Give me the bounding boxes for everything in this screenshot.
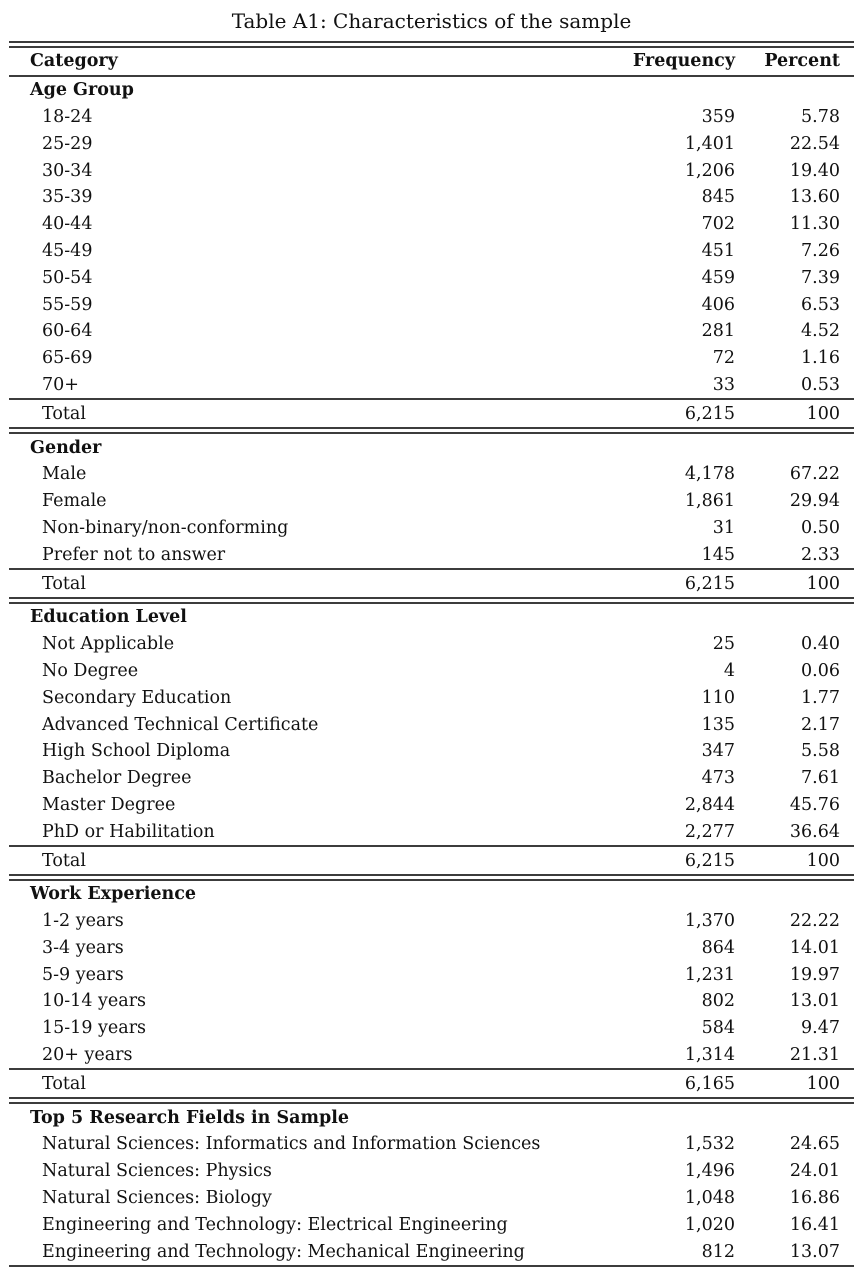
frequency-cell: 281 — [701, 321, 735, 342]
table-row — [9, 461, 854, 488]
category-cell: 3-4 years — [42, 937, 124, 958]
section-header-row — [9, 77, 854, 104]
table-caption: Table A1: Characteristics of the sample — [231, 9, 632, 33]
table-row — [9, 1211, 854, 1238]
frequency-cell: 6,215 — [684, 573, 735, 594]
section-header-row — [9, 604, 854, 631]
category-cell: 20+ years — [42, 1045, 133, 1066]
table-row — [9, 935, 854, 962]
table-row — [9, 631, 854, 658]
frequency-cell: 145 — [701, 544, 735, 565]
category-cell: 45-49 — [42, 240, 93, 261]
frequency-cell: 31 — [712, 517, 735, 538]
percent-cell: 29.94 — [789, 491, 840, 512]
category-cell: Master Degree — [42, 794, 176, 815]
table-row — [9, 818, 854, 845]
category-cell: Total — [42, 1073, 86, 1094]
frequency-cell: 702 — [701, 214, 735, 235]
frequency-cell: 1,861 — [684, 491, 735, 512]
category-cell: 65-69 — [42, 348, 93, 369]
category-cell: Total — [42, 850, 86, 871]
frequency-cell: 4,178 — [684, 464, 735, 485]
frequency-cell: 864 — [701, 937, 735, 958]
percent-cell: 13.01 — [789, 991, 840, 1012]
category-cell: Total — [42, 573, 86, 594]
percent-cell: 5.58 — [801, 741, 840, 762]
category-cell: 50-54 — [42, 267, 93, 288]
frequency-cell: 25 — [712, 634, 735, 655]
category-cell: 35-39 — [42, 187, 93, 208]
percent-cell: 24.01 — [789, 1161, 840, 1182]
table-header-row — [9, 48, 854, 75]
percent-cell: 9.47 — [801, 1018, 840, 1039]
category-cell: PhD or Habilitation — [42, 821, 215, 842]
frequency-cell: 347 — [701, 741, 735, 762]
frequency-cell: 1,231 — [684, 964, 735, 985]
category-cell: Age Group — [30, 80, 134, 101]
category-cell: Not Applicable — [42, 634, 175, 655]
percent-cell: 0.06 — [801, 660, 840, 681]
percent-cell: 6.53 — [801, 294, 840, 315]
frequency-cell: 845 — [701, 187, 735, 208]
frequency-cell: 6,215 — [684, 850, 735, 871]
percent-cell: 2.33 — [801, 544, 840, 565]
table-row — [9, 184, 854, 211]
table-row — [9, 264, 854, 291]
section-header-row — [9, 1104, 854, 1131]
frequency-cell: 1,048 — [684, 1188, 735, 1209]
table-row — [9, 908, 854, 935]
total-row — [9, 1070, 854, 1097]
category-cell: Prefer not to answer — [42, 544, 226, 565]
category-cell: Total — [42, 403, 86, 424]
total-row — [9, 400, 854, 427]
table-row — [9, 211, 854, 238]
percent-cell: 100 — [806, 850, 840, 871]
category-cell: 10-14 years — [42, 991, 147, 1012]
top-double-rule — [9, 41, 854, 48]
frequency-cell: 451 — [701, 240, 735, 261]
frequency-cell: 6,165 — [684, 1073, 735, 1094]
category-cell: Bachelor Degree — [42, 768, 192, 789]
frequency-cell: 135 — [701, 714, 735, 735]
section-header-row — [9, 434, 854, 461]
category-cell: Secondary Education — [42, 687, 232, 708]
percent-cell: 22.54 — [789, 133, 840, 154]
table-row — [9, 658, 854, 685]
category-cell: 5-9 years — [42, 964, 124, 985]
percent-cell: 16.41 — [789, 1214, 840, 1235]
category-cell: 40-44 — [42, 214, 93, 235]
frequency-cell: 812 — [701, 1241, 735, 1262]
frequency-cell: 359 — [701, 106, 735, 127]
frequency-cell: 2,277 — [684, 821, 735, 842]
category-cell: 25-29 — [42, 133, 93, 154]
percent-cell: 2.17 — [801, 714, 840, 735]
percent-cell: 19.97 — [789, 964, 840, 985]
table-row — [9, 488, 854, 515]
frequency-cell: 1,314 — [684, 1045, 735, 1066]
percent-cell: 7.26 — [801, 240, 840, 261]
category-cell: Non-binary/non-conforming — [42, 517, 289, 538]
frequency-cell: 802 — [701, 991, 735, 1012]
category-cell: 15-19 years — [42, 1018, 147, 1039]
section-separator-rule — [9, 1097, 854, 1104]
table-row — [9, 318, 854, 345]
header-category: Category — [30, 51, 118, 72]
percent-cell: 14.01 — [789, 937, 840, 958]
section-separator-rule — [9, 874, 854, 881]
table-row — [9, 961, 854, 988]
frequency-cell: 4 — [723, 660, 735, 681]
frequency-cell: 6,215 — [684, 403, 735, 424]
header-percent: Percent — [764, 51, 840, 72]
table-row — [9, 738, 854, 765]
category-cell: Natural Sciences: Physics — [42, 1161, 272, 1182]
table-body — [9, 77, 854, 1269]
category-cell: Female — [42, 491, 107, 512]
category-cell: Engineering and Technology: Mechanical Engineering — [42, 1241, 525, 1262]
percent-cell: 0.50 — [801, 517, 840, 538]
table-row — [9, 1158, 854, 1185]
table-row — [9, 291, 854, 318]
category-cell: 55-59 — [42, 294, 93, 315]
table-row — [9, 372, 854, 399]
category-cell: No Degree — [42, 660, 139, 681]
percent-cell: 11.30 — [789, 214, 840, 235]
percent-cell: 100 — [806, 573, 840, 594]
table-row — [9, 345, 854, 372]
frequency-cell: 406 — [701, 294, 735, 315]
table-row — [9, 765, 854, 792]
frequency-cell: 33 — [712, 374, 735, 395]
category-cell: Natural Sciences: Informatics and Information Sciences — [42, 1134, 541, 1155]
percent-cell: 16.86 — [789, 1188, 840, 1209]
total-row — [9, 847, 854, 874]
category-cell: 1-2 years — [42, 911, 124, 932]
section-header-row — [9, 881, 854, 908]
table-row — [9, 1042, 854, 1069]
table-row — [9, 238, 854, 265]
section-separator-rule — [9, 427, 854, 434]
category-cell: 18-24 — [42, 106, 93, 127]
table-row — [9, 1015, 854, 1042]
percent-cell: 1.16 — [801, 348, 840, 369]
table-row — [9, 515, 854, 542]
table-row — [9, 792, 854, 819]
percent-cell: 1.77 — [801, 687, 840, 708]
frequency-cell: 1,020 — [684, 1214, 735, 1235]
category-cell: High School Diploma — [42, 741, 231, 762]
table-row — [9, 104, 854, 131]
frequency-cell: 110 — [701, 687, 735, 708]
percent-cell: 0.53 — [801, 374, 840, 395]
percent-cell: 19.40 — [789, 160, 840, 181]
percent-cell: 4.52 — [801, 321, 840, 342]
table-row — [9, 130, 854, 157]
percent-cell: 13.60 — [789, 187, 840, 208]
frequency-cell: 473 — [701, 768, 735, 789]
percent-cell: 24.65 — [789, 1134, 840, 1155]
percent-cell: 100 — [806, 1073, 840, 1094]
category-cell: Education Level — [30, 607, 187, 628]
table-row — [9, 711, 854, 738]
table-row — [9, 684, 854, 711]
category-cell: 60-64 — [42, 321, 93, 342]
frequency-cell: 1,401 — [684, 133, 735, 154]
category-cell: Work Experience — [30, 884, 196, 905]
section-separator-rule — [9, 597, 854, 604]
total-row — [9, 570, 854, 597]
table-row — [9, 988, 854, 1015]
frequency-cell: 1,532 — [684, 1134, 735, 1155]
percent-cell: 67.22 — [789, 464, 840, 485]
category-cell: 30-34 — [42, 160, 93, 181]
percent-cell: 7.39 — [801, 267, 840, 288]
percent-cell: 13.07 — [789, 1241, 840, 1262]
percent-cell: 7.61 — [801, 768, 840, 789]
percent-cell: 22.22 — [789, 911, 840, 932]
frequency-cell: 1,206 — [684, 160, 735, 181]
category-cell: Advanced Technical Certificate — [42, 714, 319, 735]
percent-cell: 21.31 — [789, 1045, 840, 1066]
frequency-cell: 1,370 — [684, 911, 735, 932]
percent-cell: 100 — [806, 403, 840, 424]
table-row — [9, 1238, 854, 1265]
table-row — [9, 157, 854, 184]
table-row — [9, 541, 854, 568]
percent-cell: 45.76 — [789, 794, 840, 815]
percent-cell: 5.78 — [801, 106, 840, 127]
frequency-cell: 1,496 — [684, 1161, 735, 1182]
category-cell: 70+ — [42, 374, 79, 395]
percent-cell: 36.64 — [789, 821, 840, 842]
percent-cell: 0.40 — [801, 634, 840, 655]
table-row — [9, 1185, 854, 1212]
frequency-cell: 72 — [712, 348, 735, 369]
category-cell: Engineering and Technology: Electrical Engineering — [42, 1214, 508, 1235]
section-separator-rule — [9, 1265, 854, 1269]
header-frequency: Frequency — [632, 51, 735, 72]
category-cell: Top 5 Research Fields in Sample — [30, 1107, 349, 1128]
category-cell: Gender — [30, 437, 102, 458]
table-row — [9, 1131, 854, 1158]
frequency-cell: 459 — [701, 267, 735, 288]
frequency-cell: 584 — [701, 1018, 735, 1039]
category-cell: Natural Sciences: Biology — [42, 1188, 272, 1209]
frequency-cell: 2,844 — [684, 794, 735, 815]
category-cell: Male — [42, 464, 87, 485]
